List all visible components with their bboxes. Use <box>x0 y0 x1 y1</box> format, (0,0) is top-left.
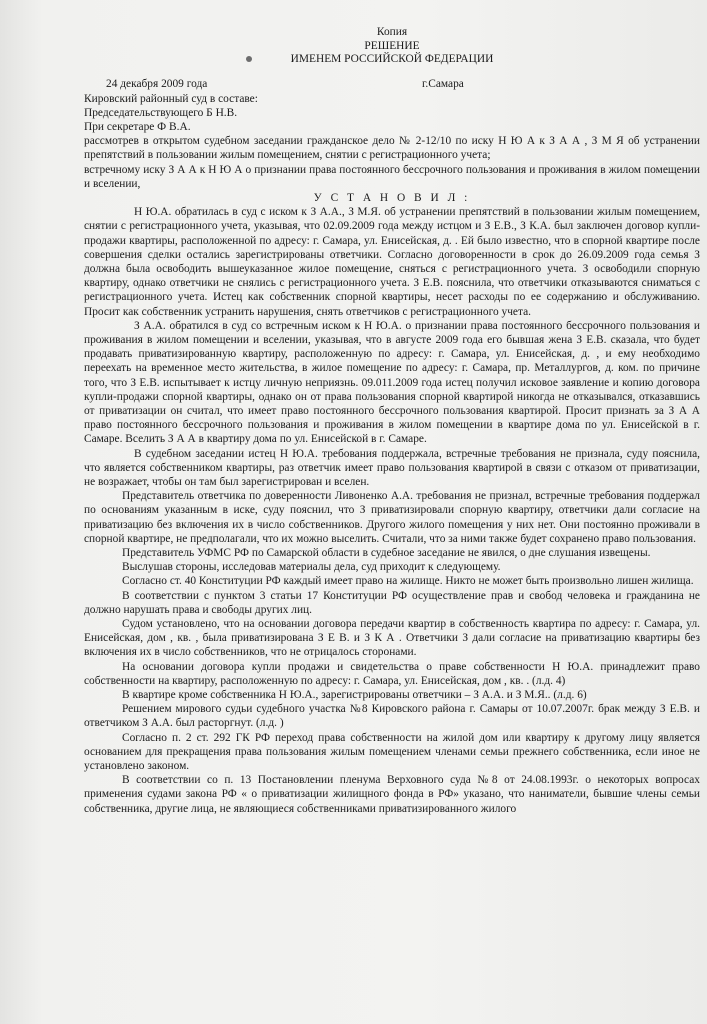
document-subtitle: ИМЕНЕМ РОССИЙСКОЙ ФЕДЕРАЦИИ <box>290 53 494 65</box>
document-body <box>84 26 700 816</box>
court-conclusion-intro: Выслушав стороны, исследовав материалы дела, суд приходит к следующему. <box>122 561 501 574</box>
counterclaim-paragraph: З А.А. обратился в суд со встречным иском к Н Ю.А. о признании права постоянного бессрочного пользования и проживания в жилом помещении и вселении, указывая, что в августе 2009 года его бывшая жена З Е.В. сказала, что будет продавать приватизированную квартиру, расположенную по адресу: г. Самара, ул. Енисейская, д. , и ему необходимо переехать на временное место жительства, в жилое помещение по адресу: г. Самара, пр. Металлургов, д. ком. по причине того, что З Е.В. испытывает к истцу личную неприязнь. 09.011.2009 года истец получил исковое заявление и копию договора купли-продажи спорной квартиры, однако он от права пользования спорной квартирой никогда не отказывался, отказавшись от приватизации он считал, что имеет право постоянного бессрочного пользования квартирой. Просит признать за З А А право постоянного бессрочного пользования и проживания в жилом помещении в квартире дома по ул. Енисейской в г. Самаре. Вселить З А А в квартиру дома по ул. Енисейской в г. Самаре. <box>84 319 700 446</box>
date-line <box>84 77 700 92</box>
constitution-art17: В соответствии с пунктом 3 статьи 17 Конституции РФ осуществление прав и свобод человека и гражданина не должно нарушать права и свободы других лиц. <box>84 589 700 616</box>
presiding-judge: Председательствующего Б Н.В. <box>84 106 238 119</box>
counterclaim-description: встречному иску З А А к Н Ю А о признании права постоянного бессрочного пользования и проживания в жилом помещении и вселении, <box>84 163 700 190</box>
supreme-court-paragraph: В соответствии со п. 13 Постановлении пленума Верховного суда №8 от 24.08.1993г. о некоторых вопросах применения судами закона РФ « о приватизации жилищного фонда в РФ» указано, что наниматели, бывшие члены семьи собственника, другие лица, не являющиеся собственниками приватизированного жилого <box>84 774 700 815</box>
case-description: рассмотрев в открытом судебном заседании гражданское дело № 2-12/10 по иску Н Ю А к З А А , З М Я об устранении препятствий в пользовании жилым помещением, снятии с регистрационного учета; <box>84 135 700 162</box>
ownership-paragraph: На основании договора купли продажи и свидетельства о праве собственности Н Ю.А. принадлежит право собственности на квартиру, расположенную по адресу: г. Самара, ул. Енисейская, дом , кв. . (л.д. 4) <box>84 660 700 687</box>
privatization-paragraph: Судом установлено, что на основании договора передачи квартир в собственность квартира по адресу: г. Самара, ул. Енисейская, дом , кв. , была приватизирована З Е В. и З К А . Ответчики З дали согласие на приватизацию квартиры без включения их в число собственников, что не отрицалось сторонами. <box>84 618 700 659</box>
constitution-art40: Согласно ст. 40 Конституции РФ каждый имеет право на жилище. Никто не может быть произвольно лишен жилища. <box>122 575 694 588</box>
registration-paragraph: В квартире кроме собственника Н Ю.А., зарегистрированы ответчики – З А.А. и З М.Я.. (л.д. 6) <box>122 689 587 702</box>
civil-code-paragraph: Согласно п. 2 ст. 292 ГК РФ переход права собственности на жилой дом или квартиру к другому лицу является основанием для прекращения права пользования жилым помещением членами семьи прежнего собственника, если иное не установлено законом. <box>84 731 700 773</box>
defendant-representative-paragraph: Представитель ответчика по доверенности Ливоненко А.А. требования не признал, встречные требования поддержал по основаниям указанным в иске, суду пояснил, что З приватизировали спорную квартиру, ответчики дали согласие на приватизацию без включения их в число собственников. Другого жилого помещения у них нет. Они постоянно проживали в спорной квартире, не предполагали, что их можно выселить. Считали, что за ними также будет сохранено право пользования. <box>84 490 700 545</box>
court-composition: Кировский районный суд в составе: <box>84 92 258 105</box>
ufms-paragraph: Представитель УФМС РФ по Самарской области в судебное заседание не явился, о дне слушания извещены. <box>122 547 651 559</box>
document-header <box>84 26 700 67</box>
plaintiff-hearing-paragraph: В судебном заседании истец Н Ю.А. требования поддержала, встречные требования не признала, суду пояснила, что является собственником квартиры, раз ответчик имеет право пользования квартирой в связи с отказом от приватизации, не возражает, чтобы он там был зарегистрирован и вселен. <box>84 447 700 488</box>
decision-city: г.Самара <box>422 77 464 90</box>
claim-paragraph: Н Ю.А. обратилась в суд с иском к З А.А., З М.Я. об устранении препятствий в пользовании жилым помещением, снятии с регистрационного учета, указывая, что 02.09.2009 года между истцом и З Е.В., З К.А. был заключен договор купли-продажи квартиры, расположенной по адресу: г. Самара, ул. Енисейская, д. . Ей было известно, что в спорной квартире после совершения сделки остались зарегистрированы ответчики. Согласно договоренности в срок до 26.09.2009 года семья З должна была освободить вышеуказанное жилое помещение, сняться с регистрационного учета. З освободили спорную квартиру, однако ответчики не снялись с регистрационного учета. З Е.В. пояснила, что ответчики отказываются сниматься с регистрационного учета. Истец как собственник спорной квартиры, несет расходы по ее содержанию и обслуживанию. Просит как собственник устранить нарушения, снять ответчиков с регистрационного учета. <box>84 206 700 318</box>
copy-label: Копия <box>376 26 408 38</box>
decision-date: 24 декабря 2009 года <box>106 77 208 90</box>
established-heading: У С Т А Н О В И Л : <box>313 191 471 204</box>
document-title: РЕШЕНИЕ <box>364 39 420 52</box>
divorce-paragraph: Решением мирового судьи судебного участка №8 Кировского района г. Самары от 10.07.2007г. брак между З Е.В. и ответчиком З А.А. был расторгнут. (л.д. ) <box>84 703 700 730</box>
court-secretary: При секретаре Ф В.А. <box>84 120 191 133</box>
